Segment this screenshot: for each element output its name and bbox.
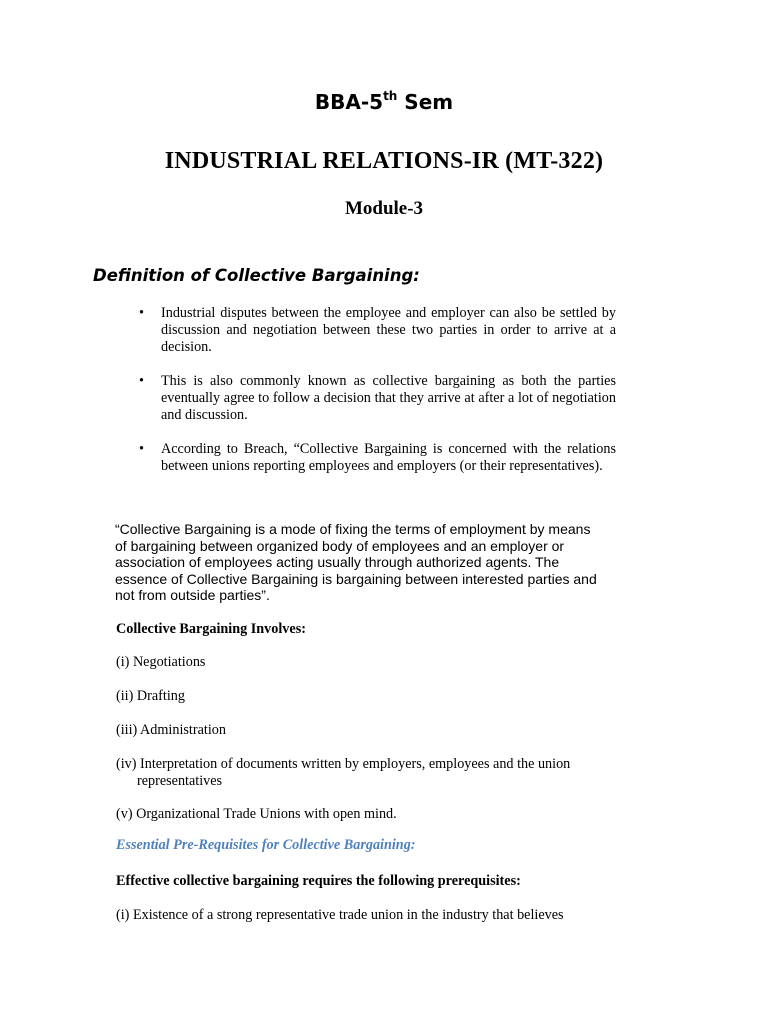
bullet-icon: • [139, 373, 144, 389]
prerequisites-item: (i) Existence of a strong representative trade union in the industry that believes [116, 907, 564, 923]
bullet-item [136, 373, 616, 424]
bullet-item [136, 305, 616, 356]
prerequisites-intro: Effective collective bargaining requires the following prerequisites: [116, 873, 521, 889]
involves-item: (iv) Interpretation of documents written by employers, employees and the union [116, 756, 571, 772]
involves-item: (i) Negotiations [116, 654, 206, 670]
bullet-item [136, 441, 616, 475]
course-suffix: Sem [397, 90, 454, 114]
bullet-text: This is also commonly known as collective bargaining as both the parties eventually agree to follow a decision that they arrive at after a lot of negotiation and discussion. [161, 373, 616, 423]
prerequisites-heading: Essential Pre-Requisites for Collective Bargaining: [116, 837, 416, 853]
definition-heading: Definition of Collective Bargaining: [93, 266, 420, 285]
definition-quote: “Collective Bargaining is a mode of fixing the terms of employment by means of bargaining between organized body of employees and an employer or association of employees acting usually through authorized agents. The essence of Collective Bargaining is bargaining between interested parties and not from outside parties”. [115, 521, 597, 604]
course-prefix: BBA-5 [314, 90, 384, 114]
document-title: INDUSTRIAL RELATIONS-IR (MT-322) [164, 148, 604, 174]
involves-item: (iii) Administration [116, 722, 226, 738]
involves-item: (v) Organizational Trade Unions with open mind. [116, 806, 397, 822]
bullet-icon: • [139, 441, 144, 457]
bullet-text: Industrial disputes between the employee and employer can also be settled by discussion and negotiation between these two parties in order to arrive at a decision. [161, 305, 616, 355]
involves-item: (ii) Drafting [116, 688, 185, 704]
involves-item-continuation: representatives [137, 773, 223, 789]
bullet-text: According to Breach, “Collective Bargaining is concerned with the relations between unions reporting employees and employers (or their representatives). [161, 441, 616, 474]
course-label [0, 90, 768, 114]
bullet-icon: • [139, 305, 144, 321]
definition-bullet-list [136, 305, 616, 492]
course-superscript: th [383, 89, 398, 103]
involves-heading: Collective Bargaining Involves: [116, 621, 306, 637]
module-label: Module-3 [344, 198, 424, 219]
